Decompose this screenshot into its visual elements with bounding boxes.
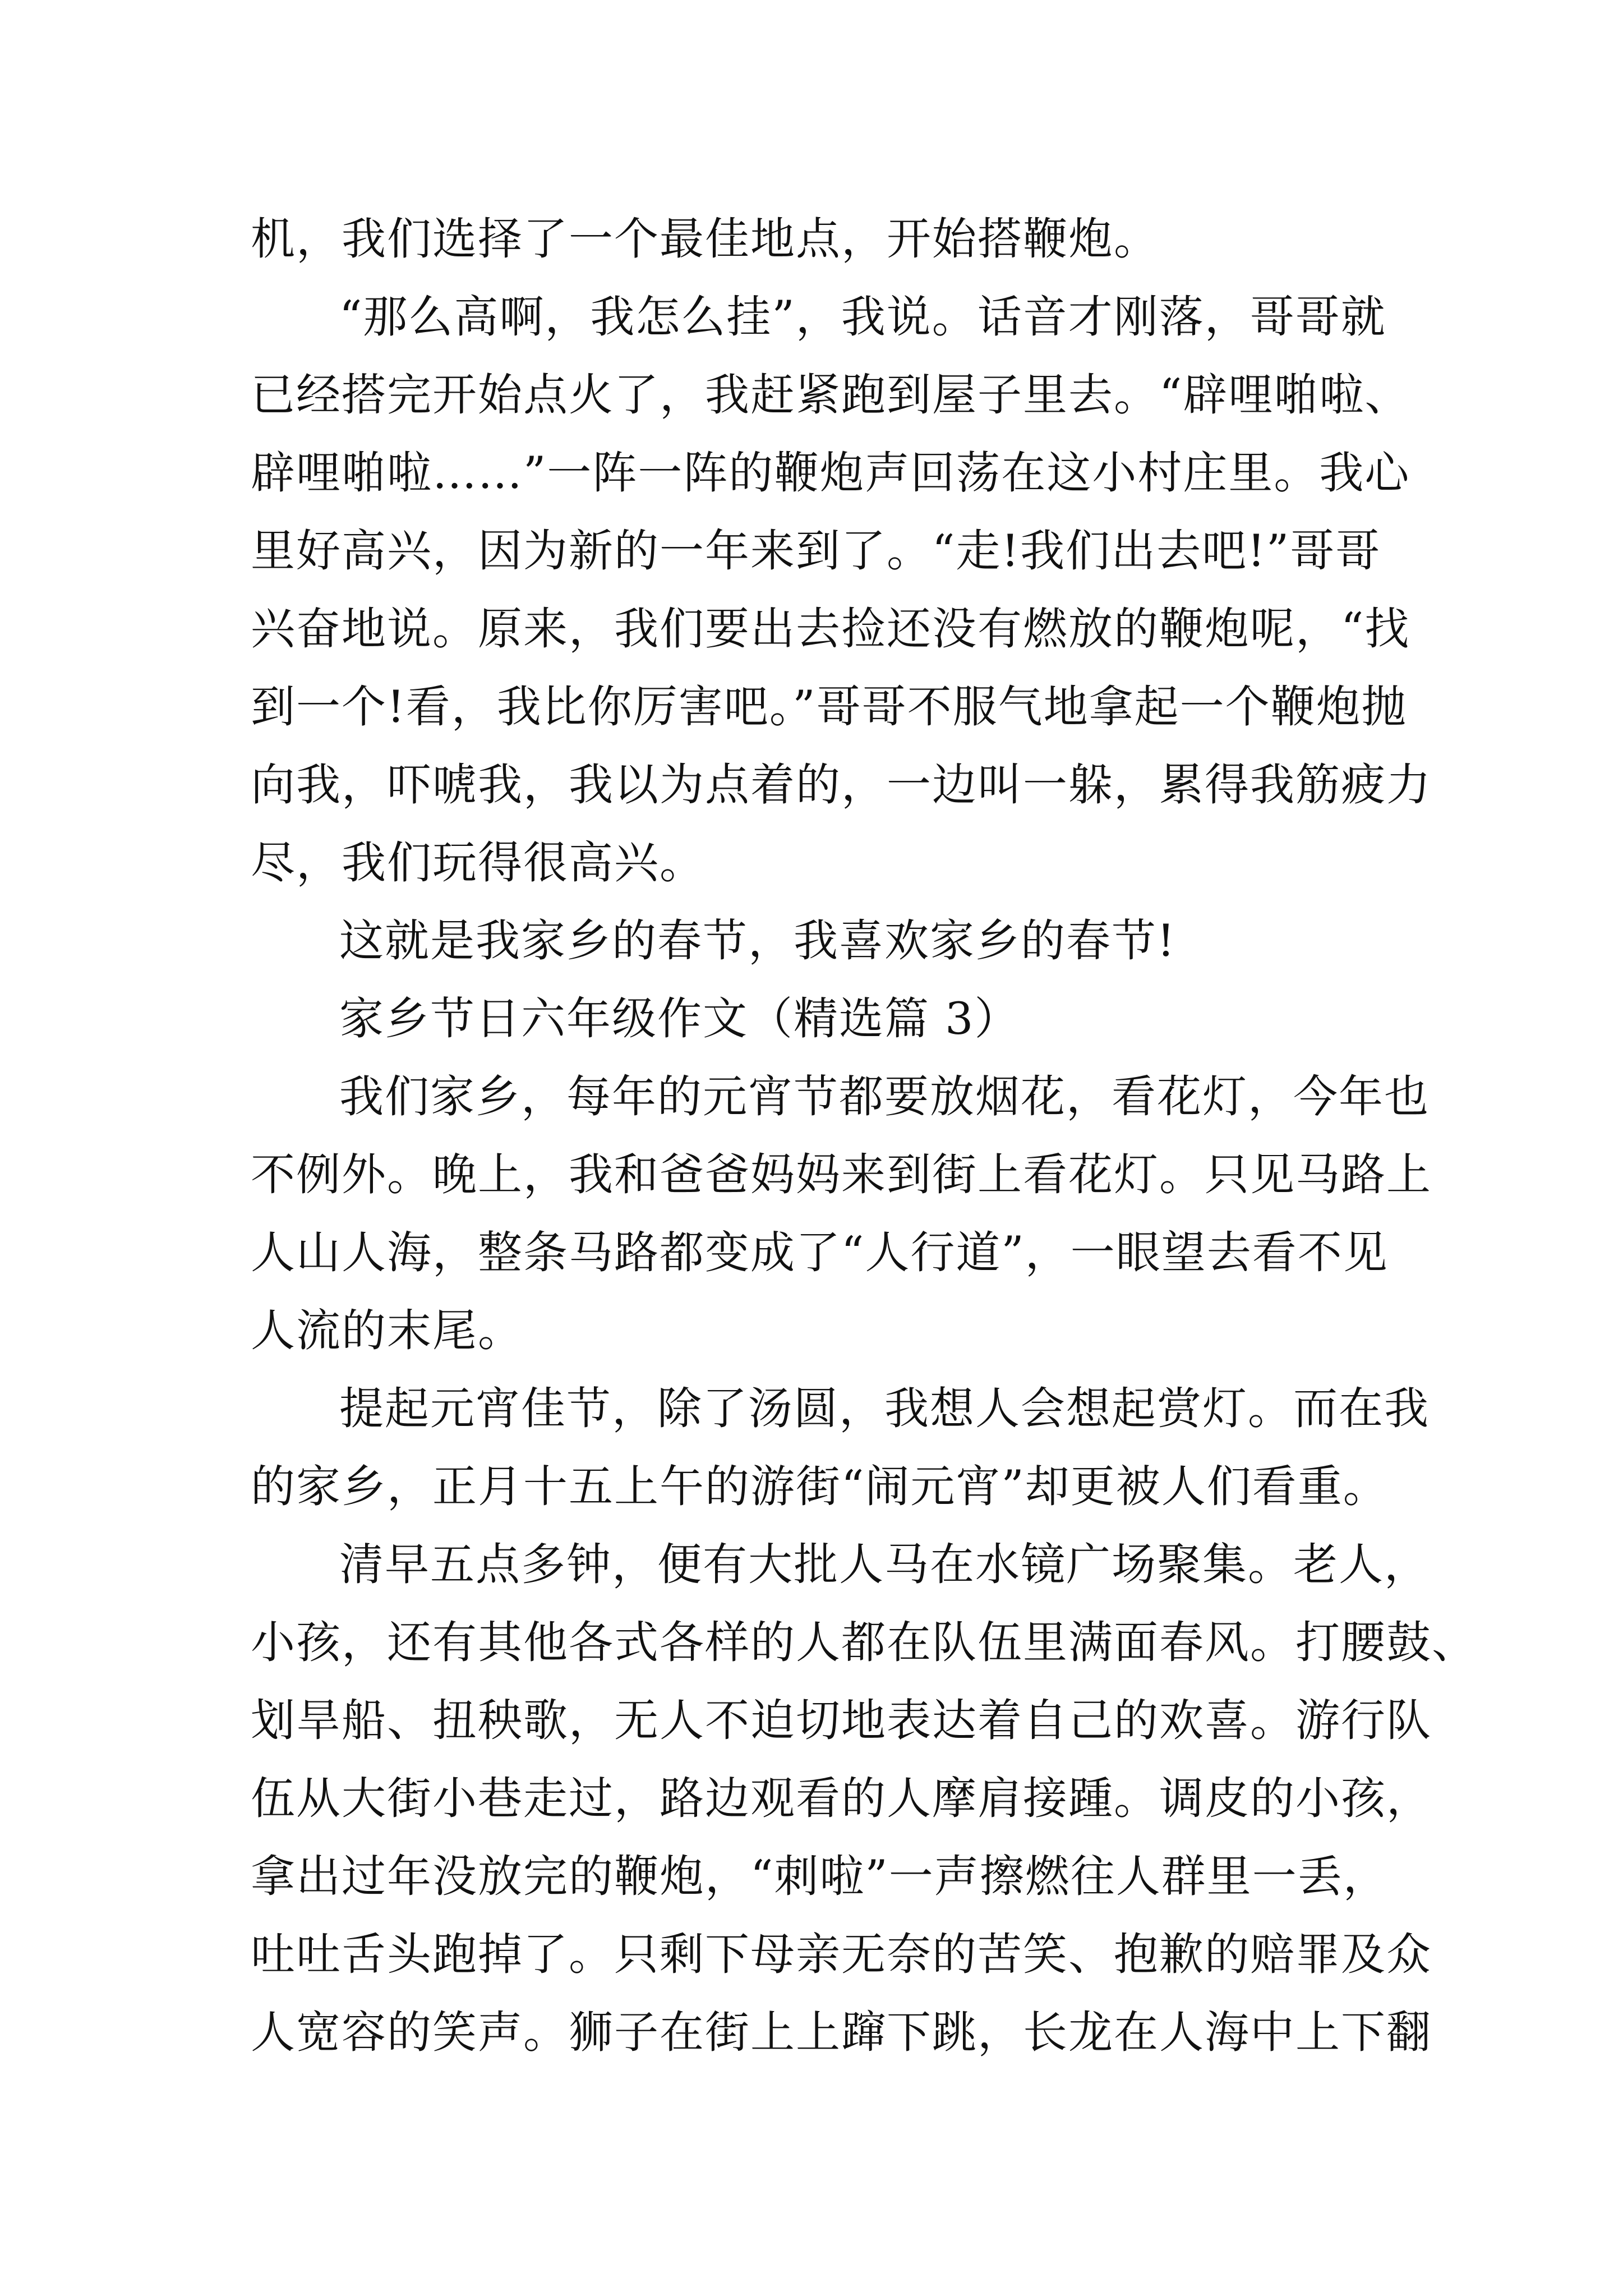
text-line: 人宽容的笑声。狮子在街上上蹿下跳，长龙在人海中上下翻 bbox=[251, 2007, 1432, 2058]
text-line: 清早五点多钟，便有大批人马在水镜广场聚集。老人， bbox=[339, 1539, 1430, 1590]
text-line: 人山人海，整条马路都变成了“人行道”，一眼望去看不见 bbox=[251, 1227, 1389, 1278]
text-line: 伍从大街小巷走过，路边观看的人摩肩接踵。调皮的小孩， bbox=[251, 1773, 1432, 1824]
text-line: 里好高兴，因为新的一年来到了。“走!我们出去吧!”哥哥 bbox=[251, 525, 1381, 577]
text-line: 拿出过年没放完的鞭炮，“刺啦”一声擦燃往人群里一丢， bbox=[251, 1851, 1389, 1902]
section-heading: 家乡节日六年级作文（精选篇 3） bbox=[339, 993, 1020, 1045]
text-line: 这就是我家乡的春节，我喜欢家乡的春节! bbox=[339, 915, 1176, 967]
text-line: 我们家乡，每年的元宵节都要放烟花，看花灯，今年也 bbox=[339, 1071, 1430, 1122]
text-line: 人流的末尾。 bbox=[251, 1305, 523, 1356]
text-line: “那么高啊，我怎么挂”，我说。话音才刚落，哥哥就 bbox=[339, 291, 1386, 343]
text-line: 到一个!看，我比你厉害吧。”哥哥不服气地拿起一个鞭炮抛 bbox=[251, 681, 1407, 733]
text-line: 划旱船、扭秧歌，无人不迫切地表达着自己的欢喜。游行队 bbox=[251, 1695, 1432, 1746]
text-line: 小孩，还有其他各式各样的人都在队伍里满面春风。打腰鼓、 bbox=[251, 1617, 1477, 1668]
text-line: 已经搭完开始点火了，我赶紧跑到屋子里去。“辟哩啪啦、 bbox=[251, 369, 1410, 421]
body-text bbox=[251, 200, 1477, 2072]
text-line: 向我，吓唬我，我以为点着的，一边叫一躲，累得我筋疲力 bbox=[251, 759, 1432, 811]
text-line: 吐吐舌头跑掉了。只剩下母亲无奈的苦笑、抱歉的赔罪及众 bbox=[251, 1929, 1432, 1980]
text-line: 的家乡，正月十五上午的游街“闹元宵”却更被人们看重。 bbox=[251, 1461, 1389, 1512]
text-line: 机，我们选择了一个最佳地点，开始搭鞭炮。 bbox=[251, 213, 1159, 265]
text-line: 辟哩啪啦……”一阵一阵的鞭炮声回荡在这小村庄里。我心 bbox=[251, 447, 1410, 499]
text-line: 不例外。晚上，我和爸爸妈妈来到街上看花灯。只见马路上 bbox=[251, 1149, 1432, 1200]
text-line: 兴奋地说。原来，我们要出去捡还没有燃放的鞭炮呢，“找 bbox=[251, 603, 1410, 655]
text-line: 提起元宵佳节，除了汤圆，我想人会想起赏灯。而在我 bbox=[339, 1383, 1430, 1434]
text-line: 尽，我们玩得很高兴。 bbox=[251, 837, 705, 889]
